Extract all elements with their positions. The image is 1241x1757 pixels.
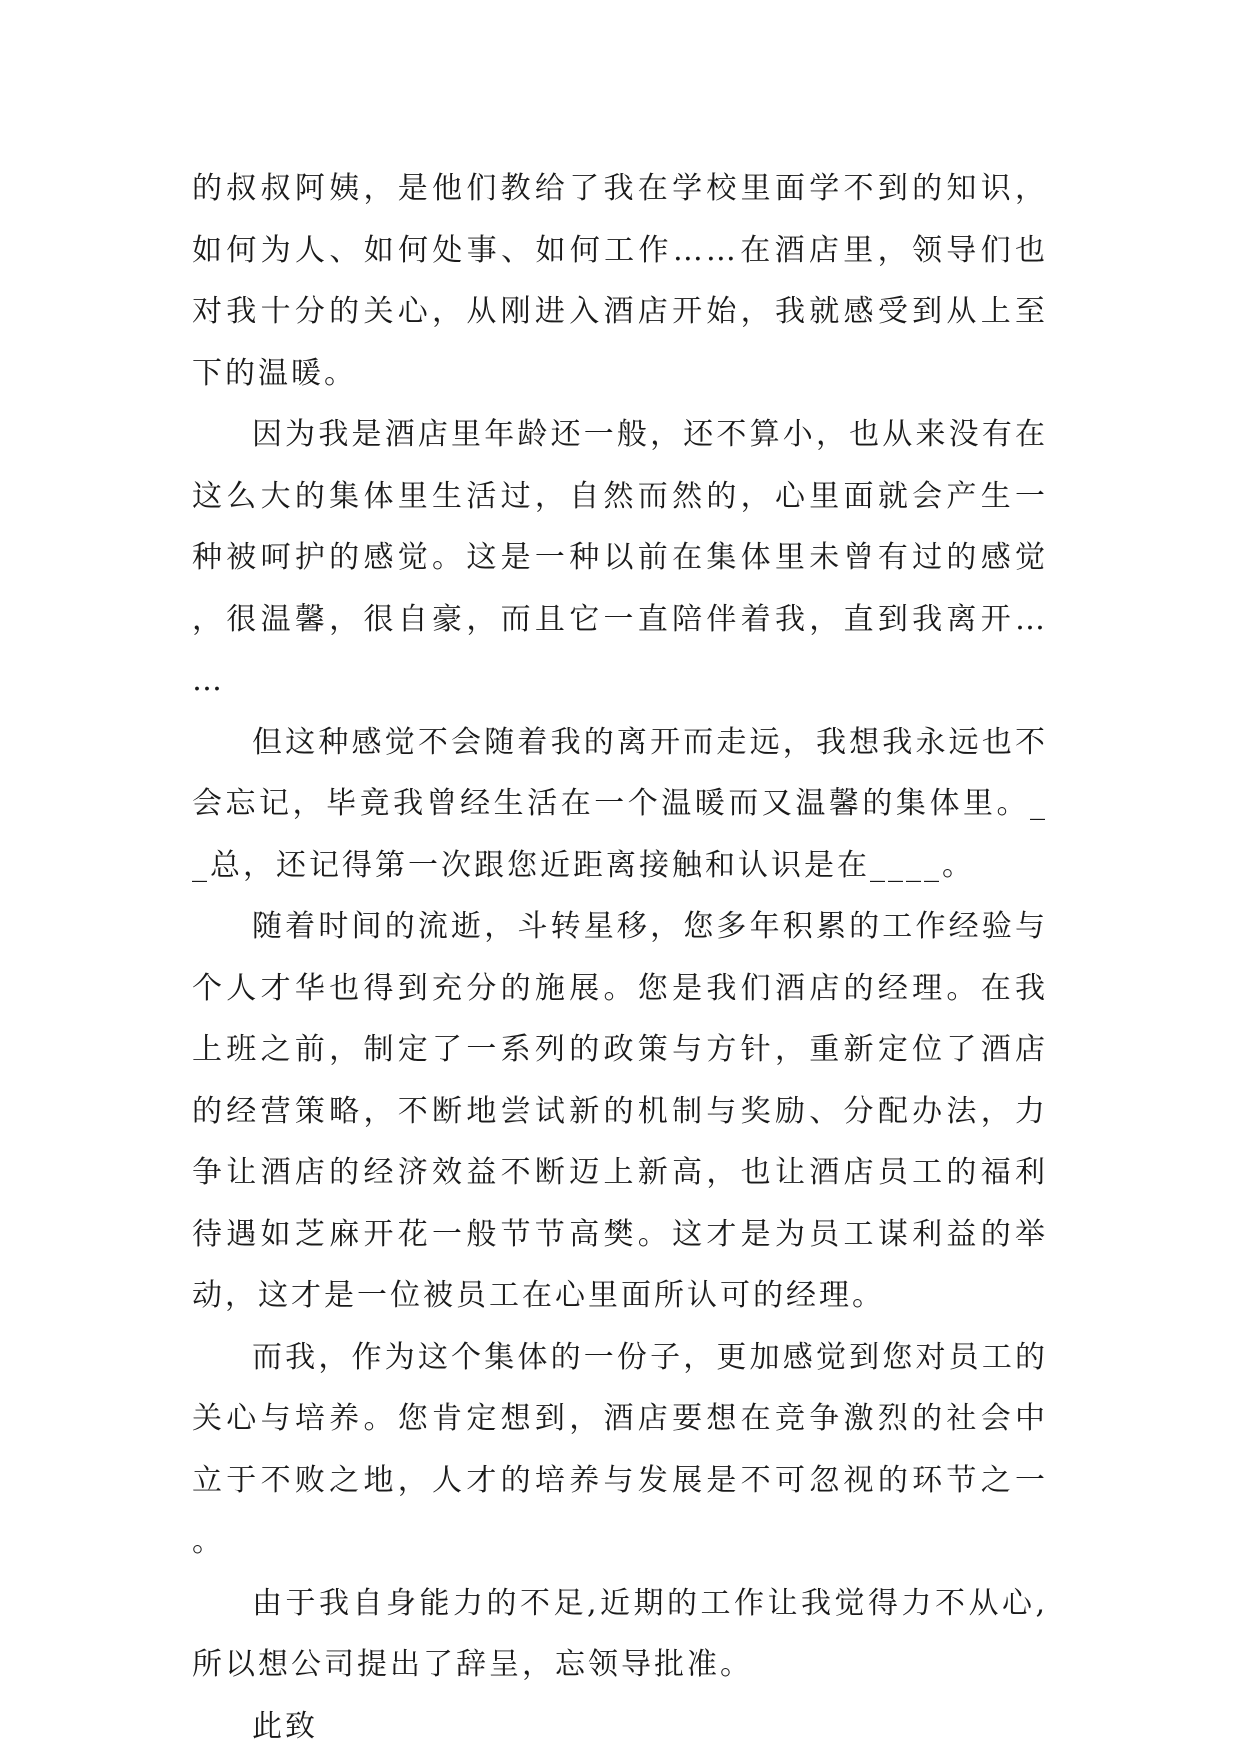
paragraph: 而我，作为这个集体的一份子，更加感觉到您对员工的关心与培养。您肯定想到，酒店要想在竞争激烈的社会中立于不败之地，人才的培养与发展是不可忽视的环节之一。 bbox=[192, 1327, 1048, 1573]
paragraph: 因为我是酒店里年龄还一般，还不算小，也从来没有在这么大的集体里生活过，自然而然的，心里面就会产生一种被呵护的感觉。这是一种以前在集体里未曾有过的感觉，很温馨，很自豪，而且它一直陪伴着我，直到我离开…… bbox=[192, 404, 1048, 712]
paragraph: 随着时间的流逝，斗转星移，您多年积累的工作经验与个人才华也得到充分的施展。您是我们酒店的经理。在我上班之前，制定了一系列的政策与方针，重新定位了酒店的经营策略，不断地尝试新的机制与奖励、分配办法，力争让酒店的经济效益不断迈上新高，也让酒店员工的福利待遇如芝麻开花一般节节高樊。这才是为员工谋利益的举动，这才是一位被员工在心里面所认可的经理。 bbox=[192, 896, 1048, 1327]
paragraph: 但这种感觉不会随着我的离开而走远，我想我永远也不会忘记，毕竟我曾经生活在一个温暖而又温馨的集体里。__总，还记得第一次跟您近距离接触和认识是在____。 bbox=[192, 712, 1048, 897]
paragraph-continued: 的叔叔阿姨，是他们教给了我在学校里面学不到的知识，如何为人、如何处事、如何工作……在酒店里，领导们也对我十分的关心，从刚进入酒店开始，我就感受到从上至下的温暖。 bbox=[192, 158, 1048, 404]
closing-salutation: 此致 bbox=[192, 1696, 1048, 1757]
paragraph: 由于我自身能力的不足,近期的工作让我觉得力不从心,所以想公司提出了辞呈，忘领导批准。 bbox=[192, 1573, 1048, 1696]
document-body bbox=[192, 158, 1048, 1757]
